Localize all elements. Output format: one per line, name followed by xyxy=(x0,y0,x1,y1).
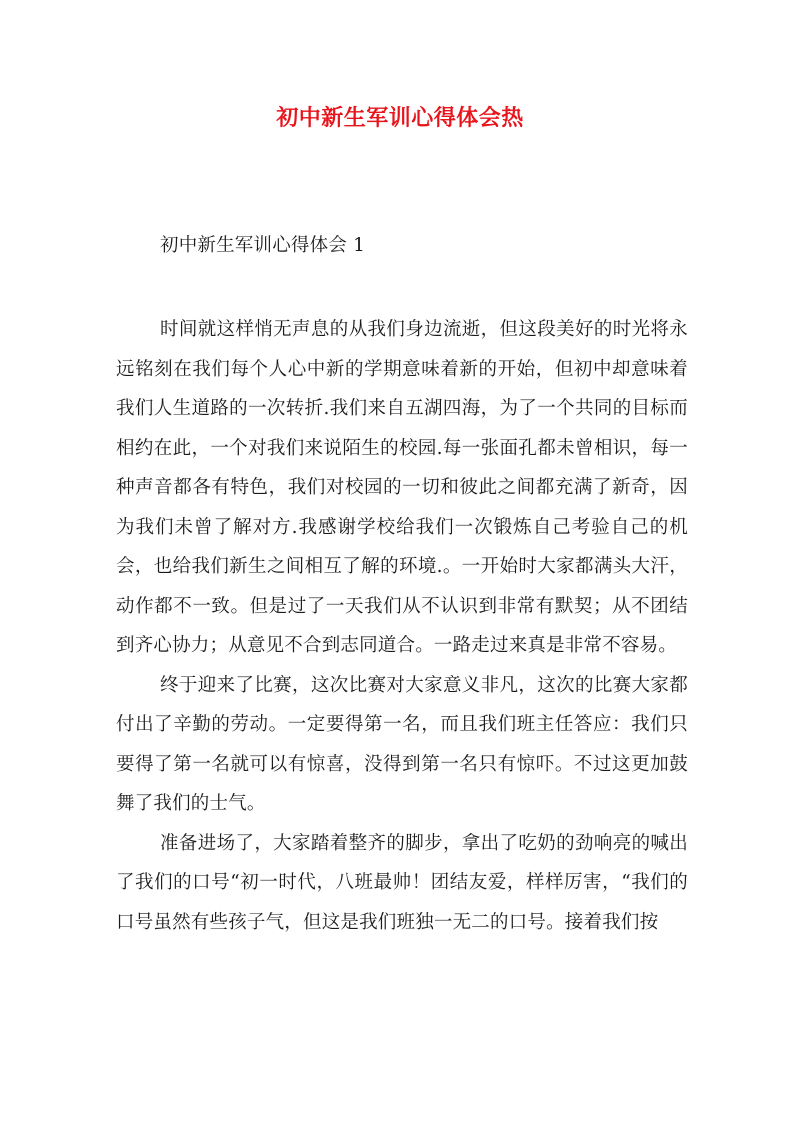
paragraph: 终于迎来了比赛，这次比赛对大家意义非凡，这次的比赛大家都付出了辛勤的劳动。一定要得第一名，而且我们班主任答应：我们只要得了第一名就可以有惊喜，没得到第一名只有惊吓。不过这更加鼓舞了我们的士气。 xyxy=(116,674,688,814)
document-title: 初中新生军训心得体会热 xyxy=(276,105,524,131)
document-body xyxy=(116,310,688,942)
section-heading: 初中新生军训心得体会 1 xyxy=(160,235,366,256)
paragraph: 时间就这样悄无声息的从我们身边流逝，但这段美好的时光将永远铭刻在我们每个人心中新的学期意味着新的开始，但初中却意味着我们人生道路的一次转折.我们来自五湖四海，为了一个共同的目标而相约在此，一个对我们来说陌生的校园.每一张面孔都未曾相识，每一种声音都各有特色，我们对校园的一切和彼此之间都充满了新奇，因为我们未曾了解对方.我感谢学校给我们一次锻炼自己考验自己的机会，也给我们新生之间相互了解的环境.。一开始时大家都满头大汗，动作都不一致。但是过了一天我们从不认识到非常有默契；从不团结到齐心协力；从意见不合到志同道合。一路走过来真是非常不容易。 xyxy=(116,319,688,656)
paragraph: 准备进场了，大家踏着整齐的脚步，拿出了吃奶的劲响亮的喊出了我们的口号“初一时代，八班最帅！团结友爱，样样厉害，“我们的口号虽然有些孩子气，但这是我们班独一无二的口号。接着我们按 xyxy=(116,832,688,933)
